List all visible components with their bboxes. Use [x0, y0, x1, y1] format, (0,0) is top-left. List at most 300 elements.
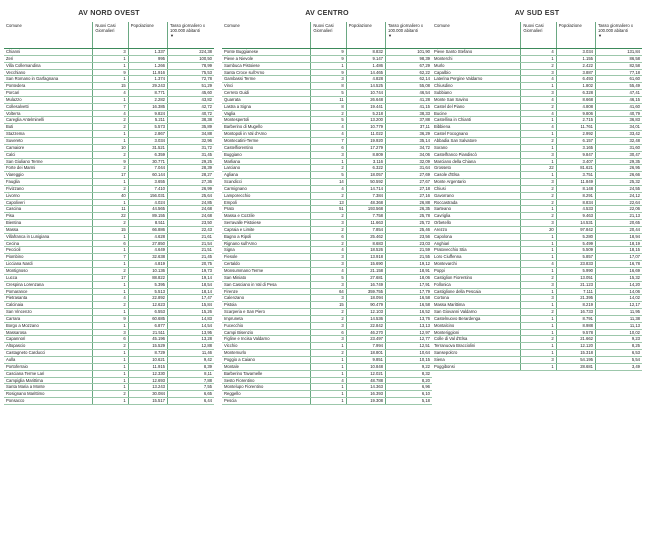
- cell-tasso: 13,13: [386, 322, 433, 329]
- cell-nuovi-casi: 1: [93, 356, 128, 363]
- table-row: [4, 356, 214, 363]
- cell-popolazione: 995: [128, 55, 167, 62]
- table-row: [4, 281, 214, 288]
- cell-comune: Montelupo Fiorentino: [222, 384, 311, 391]
- table-row: [4, 309, 214, 316]
- sort-down-icon: ▼: [388, 33, 392, 38]
- cell-comune: Scarperia e San Piero: [222, 309, 311, 316]
- cell-comune: Fivizzano: [4, 185, 93, 192]
- cell-popolazione: 11.849: [556, 179, 595, 186]
- cell-nuovi-casi: 1: [93, 76, 128, 83]
- cell-popolazione: 8.809: [346, 151, 385, 158]
- table-row: [222, 302, 432, 309]
- cell-tasso: 9,23: [596, 336, 643, 343]
- cell-popolazione: 10.848: [346, 363, 385, 370]
- cell-comune: Castel Focognano: [432, 131, 521, 138]
- cell-comune: Murlo: [432, 62, 521, 69]
- table-row: [4, 199, 214, 206]
- cell-nuovi-casi: 3: [521, 90, 556, 97]
- cell-popolazione: 16.393: [346, 391, 385, 398]
- cell-tasso: 26,95: [596, 165, 643, 172]
- header-tasso[interactable]: [386, 22, 433, 49]
- cell-nuovi-casi: 1: [311, 356, 346, 363]
- cell-nuovi-casi: 2: [93, 343, 128, 350]
- cell-tasso: 31,60: [596, 144, 643, 151]
- table-row: [222, 83, 432, 90]
- cell-nuovi-casi: 5: [311, 90, 346, 97]
- cell-comune: San Casciano in Val di Pesa: [222, 281, 311, 288]
- cell-popolazione: 13.051: [556, 274, 595, 281]
- cell-tasso: 51,29: [168, 83, 215, 90]
- cell-popolazione: 6.328: [556, 90, 595, 97]
- table-row: [432, 158, 642, 165]
- table-header-row: [222, 22, 432, 49]
- cell-tasso: 38,33: [386, 110, 433, 117]
- cell-comune: Bibbiena: [432, 124, 521, 131]
- cell-comune: Capolona: [432, 233, 521, 240]
- cell-popolazione: 12.120: [556, 343, 595, 350]
- cell-popolazione: 8.832: [346, 49, 385, 56]
- cell-comune: Impruneta: [222, 315, 311, 322]
- cell-comune: Capannori: [4, 336, 93, 343]
- cell-nuovi-casi: 2: [521, 62, 556, 69]
- cell-comune: Montale: [222, 363, 311, 370]
- table-header-row: [432, 22, 642, 49]
- cell-nuovi-casi: 1: [93, 247, 128, 254]
- cell-tasso: 42,72: [168, 103, 215, 110]
- cell-comune: Montignoso: [4, 268, 93, 275]
- cell-nuovi-casi: 3: [311, 261, 346, 268]
- cell-comune: Montemurlo: [222, 350, 311, 357]
- cell-tasso: 32,96: [168, 137, 215, 144]
- cell-comune: Vecchiano: [4, 69, 93, 76]
- cell-popolazione: 29.243: [128, 83, 167, 90]
- cell-nuovi-casi: 1: [311, 398, 346, 405]
- region-panel-centro: [222, 6, 432, 405]
- table-row: [4, 117, 214, 124]
- cell-comune: Massarosa: [4, 329, 93, 336]
- table-row: [4, 343, 214, 350]
- cell-comune: Pratovecchio Stia: [432, 247, 521, 254]
- table-header-row: [4, 22, 214, 49]
- cell-nuovi-casi: 2: [93, 185, 128, 192]
- cell-tasso: 11,46: [168, 350, 215, 357]
- cell-popolazione: 16.749: [346, 281, 385, 288]
- cell-tasso: 82,58: [596, 62, 643, 69]
- cell-tasso: 12,51: [386, 343, 433, 350]
- cell-comune: Vinci: [222, 83, 311, 90]
- table-row: [432, 83, 642, 90]
- cell-tasso: 23,03: [386, 240, 433, 247]
- table-row: [432, 69, 642, 76]
- cell-popolazione: 1.266: [128, 62, 167, 69]
- cell-tasso: 30,47: [596, 151, 643, 158]
- cell-nuovi-casi: 4: [93, 90, 128, 97]
- cell-tasso: 11,13: [596, 322, 643, 329]
- cell-tasso: 18,15: [596, 247, 643, 254]
- cell-tasso: 36,29: [386, 131, 433, 138]
- table-row: [4, 55, 214, 62]
- table-row: [222, 69, 432, 76]
- cell-popolazione: 3.116: [346, 158, 385, 165]
- cell-comune: Fauglia: [4, 179, 93, 186]
- table-row: [222, 213, 432, 220]
- cell-comune: Porcari: [4, 90, 93, 97]
- cell-tasso: 16,52: [386, 309, 433, 316]
- table-row: [222, 384, 432, 391]
- cell-comune: Cortona: [432, 295, 521, 302]
- cell-nuovi-casi: 2: [311, 165, 346, 172]
- cell-popolazione: 22.892: [128, 295, 167, 302]
- table-row: [4, 322, 214, 329]
- cell-popolazione: 3.407: [556, 158, 595, 165]
- table-row: [222, 295, 432, 302]
- cell-popolazione: 7.044: [128, 165, 167, 172]
- cell-nuovi-casi: 3: [311, 151, 346, 158]
- cell-nuovi-casi: 2: [93, 124, 128, 131]
- cell-tasso: 26,66: [596, 172, 643, 179]
- cell-tasso: 28,27: [168, 172, 215, 179]
- table-row: [4, 295, 214, 302]
- cell-comune: Cecina: [4, 240, 93, 247]
- cell-popolazione: 18.526: [346, 247, 385, 254]
- cell-comune: Follonica: [432, 281, 521, 288]
- cell-tasso: 20,75: [168, 261, 215, 268]
- cell-popolazione: 60.685: [128, 315, 167, 322]
- table-row: [222, 288, 432, 295]
- table-row: [432, 240, 642, 247]
- cell-tasso: 24,12: [596, 192, 643, 199]
- cell-tasso: 18,94: [596, 233, 643, 240]
- cell-nuovi-casi: 1: [93, 288, 128, 295]
- cell-tasso: 24,85: [168, 199, 215, 206]
- table-body: [4, 49, 214, 405]
- cell-nuovi-casi: 1: [93, 281, 128, 288]
- table-row: [432, 363, 642, 370]
- cell-tasso: 22,06: [596, 206, 643, 213]
- cell-tasso: 37,11: [386, 124, 433, 131]
- cell-nuovi-casi: 2: [311, 350, 346, 357]
- cell-tasso: 31,72: [168, 144, 215, 151]
- cell-comune: Capoliveri: [4, 199, 93, 206]
- cell-comune: Collesalvetti: [4, 103, 93, 110]
- cell-tasso: 27,69: [386, 172, 433, 179]
- table-row: [222, 117, 432, 124]
- header-nuovi-casi[interactable]: Nuovi Casi Giornalieri: [93, 22, 128, 49]
- cell-tasso: 8,25: [596, 343, 643, 350]
- cell-nuovi-casi: 2: [93, 165, 128, 172]
- header-popolazione[interactable]: Popolazione: [346, 22, 385, 49]
- cell-tasso: 36,83: [596, 117, 643, 124]
- cell-nuovi-casi: 1: [93, 62, 128, 69]
- cell-tasso: 62,22: [386, 69, 433, 76]
- header-comune[interactable]: Comune: [432, 22, 521, 49]
- table-row: [4, 96, 214, 103]
- cell-nuovi-casi: 9: [93, 158, 128, 165]
- cell-tasso: 21,54: [168, 240, 215, 247]
- table-row: [4, 165, 214, 172]
- cell-tasso: 23,50: [168, 220, 215, 227]
- table-row: [432, 247, 642, 254]
- cell-popolazione: 8.834: [556, 199, 595, 206]
- cell-nuovi-casi: 4: [521, 110, 556, 117]
- cell-tasso: 72,78: [168, 76, 215, 83]
- table-row: [4, 69, 214, 76]
- cell-nuovi-casi: 7: [93, 254, 128, 261]
- cell-nuovi-casi: 1: [93, 131, 128, 138]
- header-popolazione[interactable]: Popolazione: [128, 22, 167, 49]
- cell-nuovi-casi: 1: [521, 83, 556, 90]
- cell-popolazione: 1.802: [556, 83, 595, 90]
- cell-tasso: 32,48: [596, 137, 643, 144]
- table-row: [4, 185, 214, 192]
- cell-comune: Barberino Tavarnelle: [222, 370, 311, 377]
- cell-popolazione: 8.791: [556, 315, 595, 322]
- cell-nuovi-casi: 7: [93, 103, 128, 110]
- cell-popolazione: 15.318: [556, 350, 595, 357]
- cell-tasso: 41,28: [386, 96, 433, 103]
- cell-tasso: 29,35: [596, 158, 643, 165]
- cell-comune: Crespina Lorenzana: [4, 281, 93, 288]
- cell-tasso: 21,59: [386, 247, 433, 254]
- cell-popolazione: 14.714: [346, 185, 385, 192]
- table-row: [4, 377, 214, 384]
- cell-comune: Scandicci: [222, 179, 311, 186]
- header-tasso[interactable]: [168, 22, 215, 49]
- cell-tasso: 21,45: [168, 254, 215, 261]
- table-row: [222, 398, 432, 405]
- cell-popolazione: 9.824: [128, 110, 167, 117]
- cell-comune: Pistoia: [222, 302, 311, 309]
- cell-comune: Careglia Antelminelli: [4, 117, 93, 124]
- cell-comune: Loro Ciuffenna: [432, 254, 521, 261]
- cell-comune: Calcinaia: [4, 302, 93, 309]
- header-nuovi-casi[interactable]: Nuovi Casi Giornalieri: [521, 22, 556, 49]
- cell-popolazione: 8.148: [556, 185, 595, 192]
- cell-nuovi-casi: 2: [521, 199, 556, 206]
- cell-comune: Serravalle Pistoiese: [222, 220, 311, 227]
- table-row: [222, 165, 432, 172]
- cell-nuovi-casi: 1: [521, 144, 556, 151]
- table-row: [432, 144, 642, 151]
- cell-comune: Portoferraio: [4, 363, 93, 370]
- cell-nuovi-casi: 9: [311, 55, 346, 62]
- cell-comune: Colle di Val d'Elsa: [432, 336, 521, 343]
- table-row: [222, 110, 432, 117]
- cell-tasso: 24,68: [168, 206, 215, 213]
- cell-popolazione: 46.270: [346, 329, 385, 336]
- table-row: [4, 254, 214, 261]
- cell-popolazione: 8.511: [128, 220, 167, 227]
- table-row: [432, 103, 642, 110]
- cell-nuovi-casi: 1: [93, 55, 128, 62]
- cell-tasso: 31,64: [386, 165, 433, 172]
- cell-comune: Abbadia San Salvatore: [432, 137, 521, 144]
- cell-tasso: 26,88: [386, 199, 433, 206]
- cell-nuovi-casi: 2: [521, 137, 556, 144]
- table-row: [4, 315, 214, 322]
- cell-nuovi-casi: 3: [521, 151, 556, 158]
- cell-popolazione: 3.887: [556, 69, 595, 76]
- table-row: [222, 322, 432, 329]
- cell-tasso: 27,67: [386, 179, 433, 186]
- cell-tasso: 20,65: [596, 220, 643, 227]
- header-nuovi-casi[interactable]: Nuovi Casi Giornalieri: [311, 22, 346, 49]
- cell-nuovi-casi: 10: [93, 144, 128, 151]
- cell-nuovi-casi: 4: [93, 295, 128, 302]
- cell-popolazione: 12.103: [346, 309, 385, 316]
- cell-nuovi-casi: 2: [521, 192, 556, 199]
- cell-nuovi-casi: 22: [93, 213, 128, 220]
- cell-comune: Sansepolcro: [432, 350, 521, 357]
- table-row: [4, 179, 214, 186]
- cell-tasso: 11,38: [596, 315, 643, 322]
- cell-nuovi-casi: 2: [521, 274, 556, 281]
- table-row: [432, 62, 642, 69]
- cell-popolazione: 7.384: [346, 192, 385, 199]
- cell-popolazione: 3.655: [128, 179, 167, 186]
- cell-popolazione: 6.157: [556, 137, 595, 144]
- table-body: [432, 49, 642, 371]
- region-panel-sud-est: [432, 6, 642, 371]
- cell-tasso: 45,60: [168, 90, 215, 97]
- cell-comune: Casole d'Elsa: [432, 172, 521, 179]
- header-comune[interactable]: Comune: [4, 22, 93, 49]
- cell-tasso: 31,45: [168, 151, 215, 158]
- cell-nuovi-casi: 1: [311, 384, 346, 391]
- table-row: [4, 370, 214, 377]
- header-comune[interactable]: Comune: [222, 22, 311, 49]
- cell-popolazione: 30.084: [128, 391, 167, 398]
- cell-comune: Pontedera: [4, 83, 93, 90]
- cell-comune: San Vincenzo: [4, 309, 93, 316]
- sort-down-icon: ▼: [170, 33, 174, 38]
- cell-comune: Vaglia: [222, 110, 311, 117]
- cell-popolazione: 97.842: [556, 226, 595, 233]
- cell-popolazione: 30.771: [128, 158, 167, 165]
- table-row: [4, 226, 214, 233]
- cell-tasso: 16,78: [596, 261, 643, 268]
- table-row: [432, 309, 642, 316]
- cell-popolazione: 6.877: [128, 322, 167, 329]
- cell-tasso: 6,53: [596, 350, 643, 357]
- cell-nuovi-casi: 4: [521, 96, 556, 103]
- header-tasso-label: Tasso giornaliero x 100.000 abitanti: [598, 23, 633, 33]
- cell-popolazione: 17.279: [346, 144, 385, 151]
- cell-nuovi-casi: 1: [521, 268, 556, 275]
- cell-nuovi-casi: 5: [311, 274, 346, 281]
- cell-popolazione: 4.628: [128, 233, 167, 240]
- cell-tasso: 19,12: [386, 261, 433, 268]
- cell-tasso: 26,99: [168, 185, 215, 192]
- cell-popolazione: 7.758: [346, 213, 385, 220]
- cell-comune: Poggio a Caiano: [222, 356, 311, 363]
- table-row: [222, 206, 432, 213]
- cell-nuovi-casi: 15: [93, 83, 128, 90]
- cell-nuovi-casi: 9: [311, 49, 346, 56]
- cell-comune: Fiesole: [222, 254, 311, 261]
- region-title: AV SUD EST: [514, 8, 560, 17]
- cell-nuovi-casi: 1: [521, 172, 556, 179]
- cell-comune: Agliana: [222, 172, 311, 179]
- header-tasso[interactable]: [596, 22, 643, 49]
- cell-tasso: 41,60: [596, 103, 643, 110]
- cell-tasso: 17,91: [386, 281, 433, 288]
- cell-tasso: 11,95: [596, 309, 643, 316]
- cell-popolazione: 8.729: [128, 350, 167, 357]
- region-table: [432, 22, 642, 371]
- cell-comune: Roccastrada: [432, 199, 521, 206]
- cell-popolazione: 13.243: [128, 384, 167, 391]
- header-popolazione[interactable]: Popolazione: [556, 22, 595, 49]
- cell-nuovi-casi: 2: [521, 185, 556, 192]
- cell-comune: Castel del Piano: [432, 103, 521, 110]
- cell-tasso: 21,61: [168, 233, 215, 240]
- cell-comune: Santa Maria a Monte: [4, 384, 93, 391]
- table-row: [432, 117, 642, 124]
- cell-comune: Siena: [432, 356, 521, 363]
- cell-tasso: 24,68: [168, 213, 215, 220]
- cell-comune: Chianni: [4, 49, 93, 56]
- table-row: [432, 151, 642, 158]
- table-row: [4, 90, 214, 97]
- cell-comune: Viareggio: [4, 172, 93, 179]
- cell-tasso: 35,14: [386, 137, 433, 144]
- cell-comune: Montespertoli: [222, 117, 311, 124]
- cell-popolazione: 5.573: [128, 124, 167, 131]
- cell-tasso: 34,06: [386, 151, 433, 158]
- cell-popolazione: 14.536: [346, 315, 385, 322]
- table-row: [432, 356, 642, 363]
- cell-nuovi-casi: 51: [311, 206, 346, 213]
- table-row: [4, 213, 214, 220]
- cell-nuovi-casi: 1: [93, 137, 128, 144]
- table-row: [222, 76, 432, 83]
- cell-nuovi-casi: 3: [521, 220, 556, 227]
- table-row: [222, 49, 432, 56]
- cell-tasso: 21,55: [386, 254, 433, 261]
- cell-nuovi-casi: 1: [521, 322, 556, 329]
- cell-popolazione: 193.568: [346, 206, 385, 213]
- cell-popolazione: 21.158: [346, 268, 385, 275]
- cell-popolazione: 31.521: [128, 144, 167, 151]
- cell-tasso: 14,02: [596, 295, 643, 302]
- table-row: [4, 363, 214, 370]
- cell-comune: Monterchi: [432, 55, 521, 62]
- cell-nuovi-casi: 1: [311, 62, 346, 69]
- cell-tasso: 8,39: [168, 363, 215, 370]
- cell-tasso: 38,38: [168, 117, 215, 124]
- cell-popolazione: 3.034: [556, 49, 595, 56]
- cell-nuovi-casi: 15: [93, 226, 128, 233]
- cell-comune: Capraia e Limite: [222, 226, 311, 233]
- cell-nuovi-casi: 6: [311, 144, 346, 151]
- cell-comune: Pieve Santo Stefano: [432, 49, 521, 56]
- cell-popolazione: 5.513: [128, 288, 167, 295]
- cell-popolazione: 50.592: [346, 179, 385, 186]
- cell-comune: Piombino: [4, 254, 93, 261]
- cell-comune: Gavorrano: [432, 192, 521, 199]
- cell-tasso: 32,09: [386, 158, 433, 165]
- cell-popolazione: 10.621: [128, 356, 167, 363]
- cell-nuovi-casi: 3: [311, 220, 346, 227]
- cell-popolazione: 1.337: [128, 49, 167, 56]
- cell-tasso: 75,53: [168, 69, 215, 76]
- table-row: [432, 213, 642, 220]
- cell-tasso: 14,54: [168, 322, 215, 329]
- cell-tasso: 16,58: [386, 295, 433, 302]
- table-row: [432, 137, 642, 144]
